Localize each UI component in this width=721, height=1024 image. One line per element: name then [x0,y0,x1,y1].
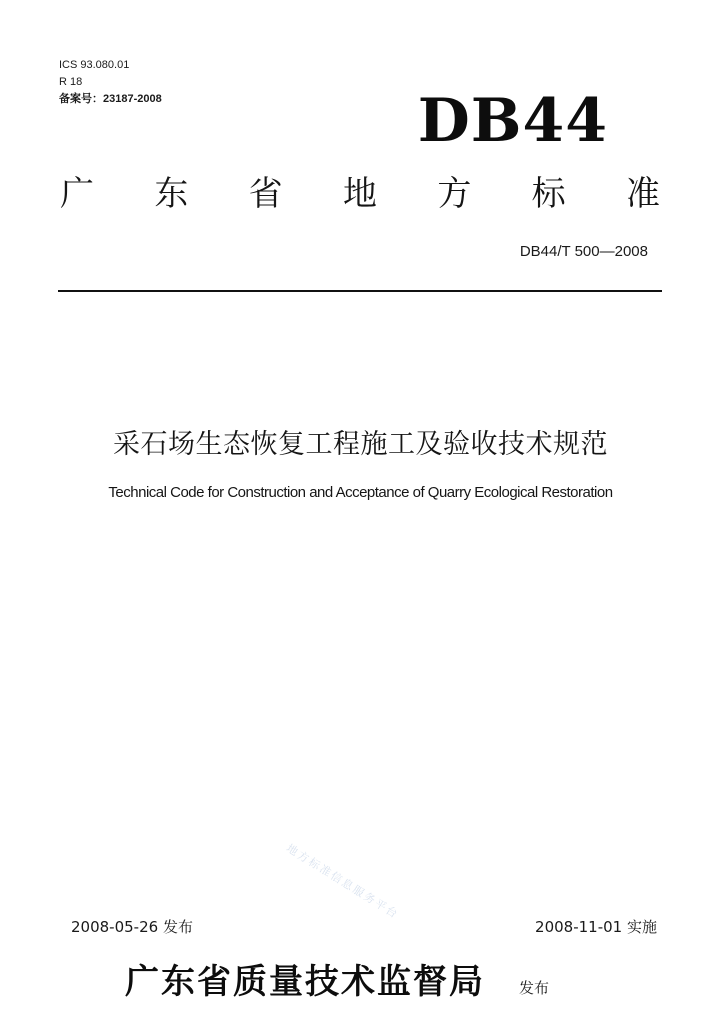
record-number: 备案号：23187-2008 [59,93,162,105]
issuer-line [125,960,549,1004]
document-title-english: Technical Code for Construction and Acceptance of Quarry Ecological Restoration [108,484,613,501]
standard-type-char: 准 [625,174,660,214]
ics-code: ICS 93.080.01 [59,59,130,71]
standard-type-char: 省 [248,174,283,214]
standard-type-char: 东 [154,174,189,214]
db-logo: DB44 [417,86,608,156]
header-divider [58,290,662,292]
standard-number: DB44/T 500—2008 [519,243,648,260]
standard-type-char: 方 [437,174,472,214]
document-title-chinese: 采石场生态恢复工程施工及验收技术规范 [113,429,608,460]
effective-date: 2008-11-01 实施 [535,918,657,936]
standard-type-char: 地 [342,174,377,214]
classification-code: R 18 [59,76,83,88]
standard-type-char: 广 [60,174,94,214]
standard-type-char: 标 [531,174,566,214]
issuer-suffix: 发布 [519,979,550,997]
watermark: 地方标准信息服务平台 [284,841,402,922]
document-metadata [59,57,162,108]
standard-type-title [60,172,660,216]
publish-date: 2008-05-26 发布 [71,918,193,936]
issuing-authority: 广东省质量技术监督局 [125,962,485,1002]
